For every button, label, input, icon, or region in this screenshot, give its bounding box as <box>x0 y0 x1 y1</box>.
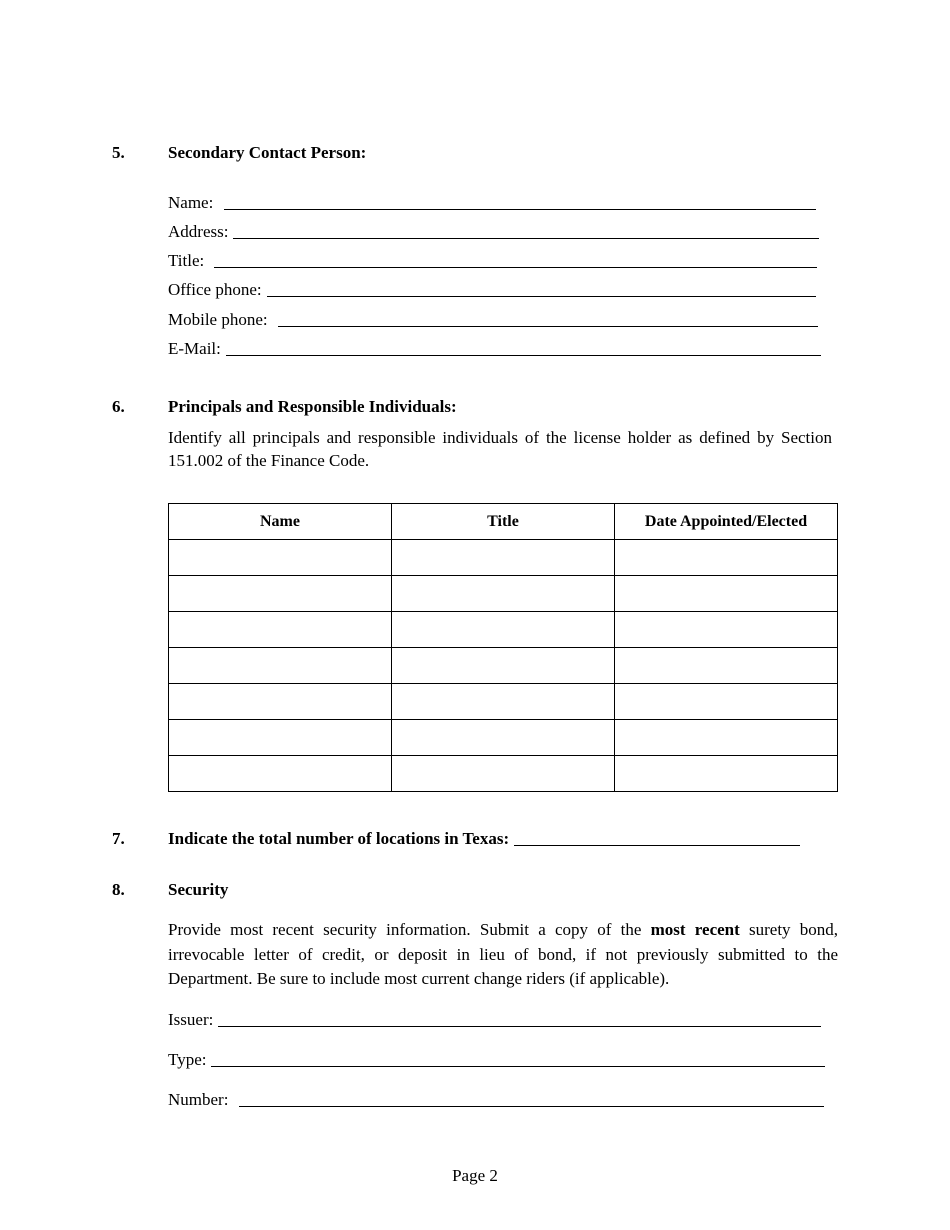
table-header-row <box>169 504 838 540</box>
title-cell[interactable] <box>392 540 615 576</box>
name-cell[interactable] <box>169 612 392 648</box>
name-cell[interactable] <box>169 684 392 720</box>
table-row <box>169 684 838 720</box>
name-cell[interactable] <box>169 756 392 792</box>
email-input-line[interactable] <box>226 339 821 356</box>
field-label: Address: <box>168 222 229 241</box>
column-header-date: Date Appointed/Elected <box>615 504 838 540</box>
field-label: Type: <box>168 1050 207 1069</box>
name-cell[interactable] <box>169 576 392 612</box>
number-input-line[interactable] <box>239 1090 824 1107</box>
name-cell[interactable] <box>169 720 392 756</box>
column-header-title: Title <box>392 504 615 540</box>
field-label: Title: <box>168 251 205 270</box>
name-cell[interactable] <box>169 648 392 684</box>
date-cell[interactable] <box>615 540 838 576</box>
title-input-line[interactable] <box>214 251 817 268</box>
section-6-title: Principals and Responsible Individuals: <box>168 397 457 416</box>
section-8-number: 8. <box>112 880 125 899</box>
title-cell[interactable] <box>392 612 615 648</box>
section-8-text-end: surety bond, irrevocable letter of credit, or deposit in lieu of bond, if not previously submitted to the Department. Be sure to include most current change riders (if applicable). <box>168 920 839 988</box>
section-8-description <box>168 918 838 992</box>
date-cell[interactable] <box>615 756 838 792</box>
table-row <box>169 612 838 648</box>
section-5-number: 5. <box>112 143 125 162</box>
section-7-number: 7. <box>112 829 125 848</box>
table-row <box>169 756 838 792</box>
title-cell[interactable] <box>392 576 615 612</box>
mobile-phone-input-line[interactable] <box>278 310 818 327</box>
date-cell[interactable] <box>615 648 838 684</box>
field-label: Office phone: <box>168 280 262 299</box>
texas-locations-input-line[interactable] <box>514 829 800 846</box>
title-cell[interactable] <box>392 648 615 684</box>
secondary-contact-email-field[interactable] <box>168 339 821 359</box>
field-label: Name: <box>168 193 214 212</box>
title-cell[interactable] <box>392 684 615 720</box>
principals-table <box>168 503 838 792</box>
title-cell[interactable] <box>392 720 615 756</box>
table-row <box>169 720 838 756</box>
section-6-description: Identify all principals and responsible individuals of the license holder as defined by Section 151.002 of the Finance Code. <box>168 428 832 470</box>
name-input-line[interactable] <box>224 193 816 210</box>
secondary-contact-name-field[interactable] <box>168 193 816 213</box>
section-8-title: Security <box>168 880 229 899</box>
secondary-contact-address-field[interactable] <box>168 222 819 242</box>
security-issuer-field[interactable] <box>168 1010 821 1030</box>
texas-locations-field[interactable] <box>168 829 800 849</box>
title-cell[interactable] <box>392 756 615 792</box>
table-row <box>169 648 838 684</box>
address-input-line[interactable] <box>233 222 819 239</box>
office-phone-input-line[interactable] <box>267 280 816 297</box>
date-cell[interactable] <box>615 576 838 612</box>
issuer-input-line[interactable] <box>218 1010 821 1027</box>
field-label: Mobile phone: <box>168 310 268 329</box>
table-row <box>169 576 838 612</box>
name-cell[interactable] <box>169 540 392 576</box>
column-header-name: Name <box>169 504 392 540</box>
secondary-contact-mobile-phone-field[interactable] <box>168 310 818 330</box>
date-cell[interactable] <box>615 720 838 756</box>
section-8-text-start: Provide most recent security information. Submit a copy of the <box>168 920 651 939</box>
type-input-line[interactable] <box>211 1050 825 1067</box>
field-label: E-Mail: <box>168 339 221 358</box>
section-7-label: Indicate the total number of locations in Texas: <box>168 829 510 848</box>
table-row <box>169 540 838 576</box>
secondary-contact-title-field[interactable] <box>168 251 817 271</box>
secondary-contact-office-phone-field[interactable] <box>168 280 816 300</box>
security-number-field[interactable] <box>168 1090 824 1110</box>
date-cell[interactable] <box>615 684 838 720</box>
field-label: Number: <box>168 1090 229 1109</box>
section-5-title: Secondary Contact Person: <box>168 143 367 162</box>
section-6-number: 6. <box>112 397 125 416</box>
security-type-field[interactable] <box>168 1050 825 1070</box>
date-cell[interactable] <box>615 612 838 648</box>
section-8-emphasis: most recent <box>650 920 740 939</box>
field-label: Issuer: <box>168 1010 214 1029</box>
page-number: Page 2 <box>452 1166 498 1185</box>
